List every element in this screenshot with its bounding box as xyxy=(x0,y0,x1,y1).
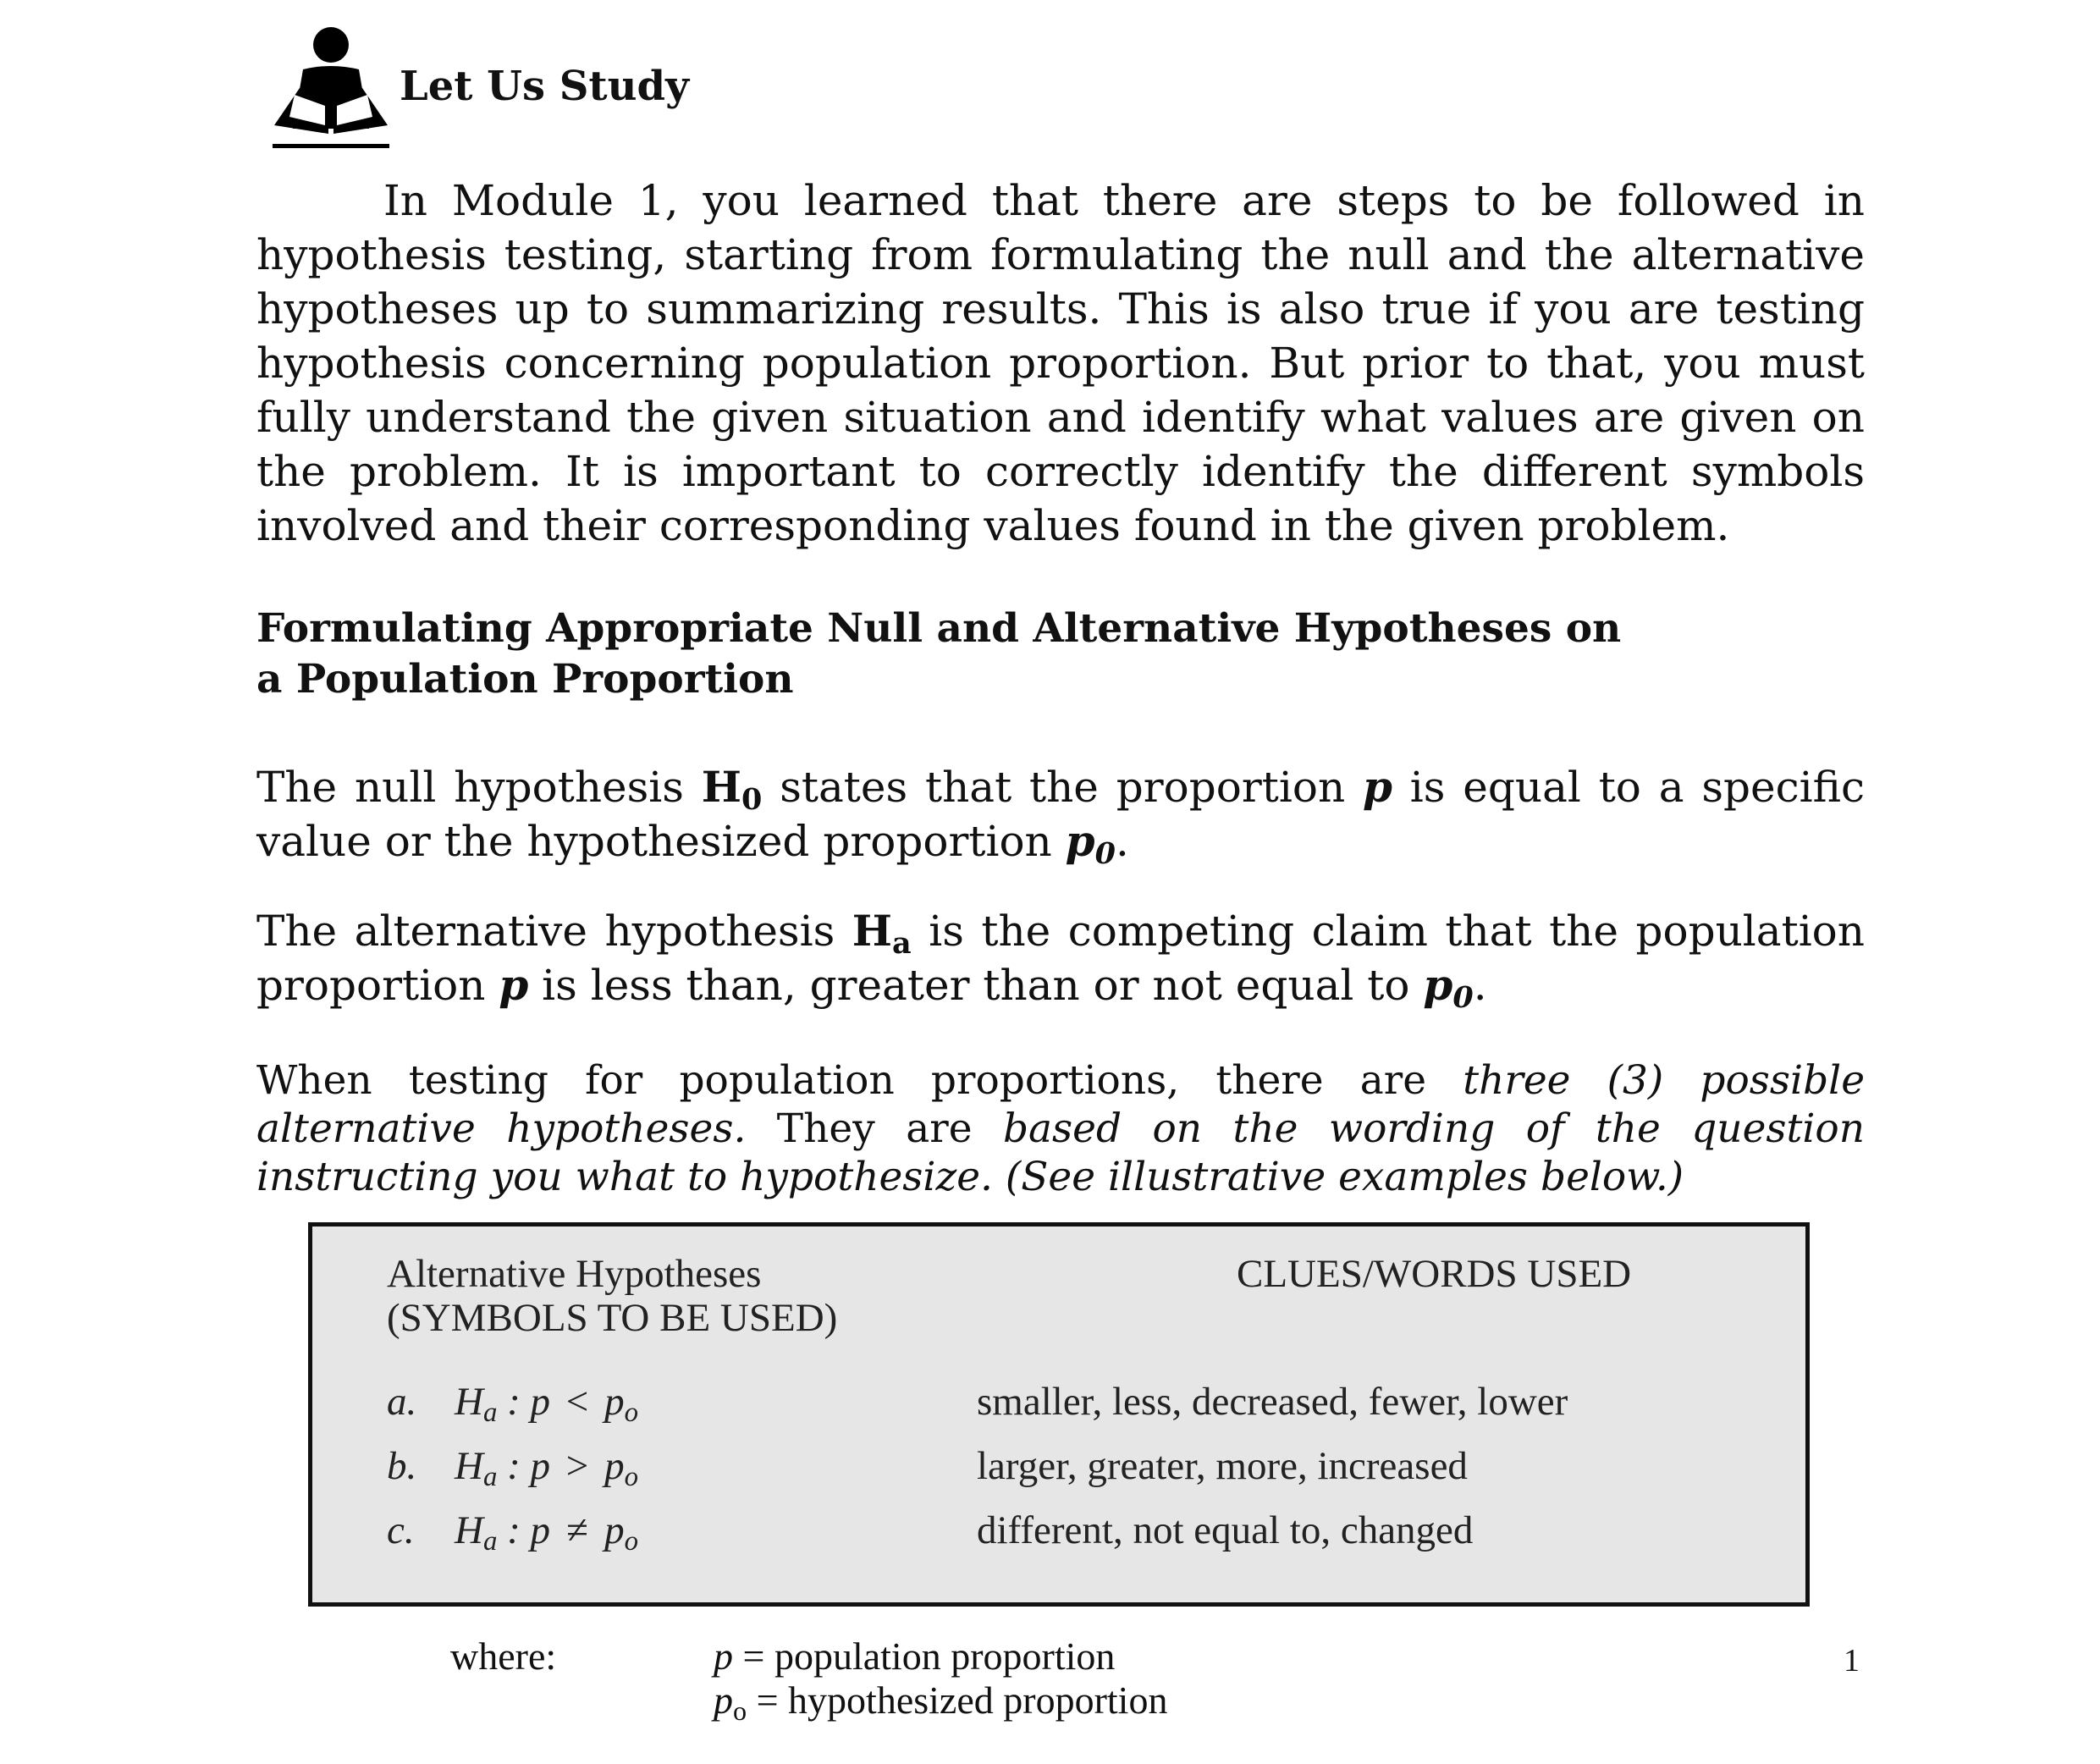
row-letter: b. xyxy=(387,1444,417,1488)
text: The alternative hypothesis xyxy=(256,907,852,956)
text: states that the proportion xyxy=(762,763,1363,812)
text: . xyxy=(1473,961,1487,1010)
intro-paragraph: In Module 1, you learned that there are steps to be followed in hypothesis testing, starting from formulating the null and the alternative hypotheses up to summarizing results. This is also true if you are testing hypothesis concerning population proportion. But prior to that, you must fully understand the given situation and identify what values are given on the problem. It is important to correctly identify the different symbols involved and their corresponding values found in the given problem. xyxy=(256,176,1865,550)
ha-symbol: $H_a$ xyxy=(852,906,912,961)
heading-line1: Formulating Appropriate Null and Alternative Hypotheses on xyxy=(256,605,1622,652)
definition-p: p = population proportion xyxy=(714,1634,1116,1678)
alt-hypothesis-paragraph xyxy=(256,904,1865,1015)
when-testing-paragraph xyxy=(256,1056,1865,1201)
text: The null hypothesis xyxy=(256,763,702,812)
clue-words: smaller, less, decreased, fewer, lower xyxy=(977,1380,1568,1424)
text: When testing for population proportions, there are xyxy=(256,1057,1463,1104)
where-label: where: xyxy=(450,1634,557,1678)
reading-person-icon xyxy=(269,25,393,154)
heading-line2: a Population Proportion xyxy=(256,656,794,703)
definition-p0: $p_o$ = hypothesized proportion xyxy=(714,1679,1168,1727)
text: is less than, greater than or not equal to xyxy=(528,961,1424,1010)
hypothesis-expression: $H_a$ : $p < p_o$ xyxy=(455,1380,639,1429)
section-title: Let Us Study xyxy=(400,63,689,110)
italic-text: based on the wording of the question instructing you what to hypothesize. (See illustrative examples below.) xyxy=(256,1105,1866,1200)
text: is the competing claim that the population proportion xyxy=(256,907,1865,1010)
italic-text: three (3) possible alternative hypotheses. xyxy=(256,1057,1866,1152)
clue-words: different, not equal to, changed xyxy=(977,1508,1474,1552)
p0-symbol: $p_0$ xyxy=(1065,816,1116,871)
row-letter: c. xyxy=(387,1508,415,1552)
page-number: 1 xyxy=(1844,1643,1860,1679)
text: They are xyxy=(746,1105,1003,1152)
table-header-symbols: Alternative Hypotheses (SYMBOLS TO BE USED) xyxy=(387,1252,838,1340)
null-hypothesis-paragraph xyxy=(256,760,1865,871)
p-symbol: p xyxy=(1362,762,1392,812)
alternative-hypotheses-table xyxy=(308,1222,1810,1607)
text: is equal to a specific value or the hypothesized proportion xyxy=(256,763,1865,866)
table-header-clues: CLUES/WORDS USED xyxy=(1237,1252,1632,1296)
p-symbol: p xyxy=(499,960,529,1010)
p0-symbol: $p_0$ xyxy=(1423,960,1474,1015)
row-letter: a. xyxy=(387,1380,417,1424)
text: . xyxy=(1115,817,1129,866)
hypothesis-expression: $H_a$ : $p \ne p_o$ xyxy=(455,1508,639,1557)
section-heading xyxy=(256,604,1865,705)
clue-words: larger, greater, more, increased xyxy=(977,1444,1468,1488)
h0-symbol: $H_0$ xyxy=(701,762,763,817)
hypothesis-expression: $H_a$ : $p > p_o$ xyxy=(455,1444,639,1493)
